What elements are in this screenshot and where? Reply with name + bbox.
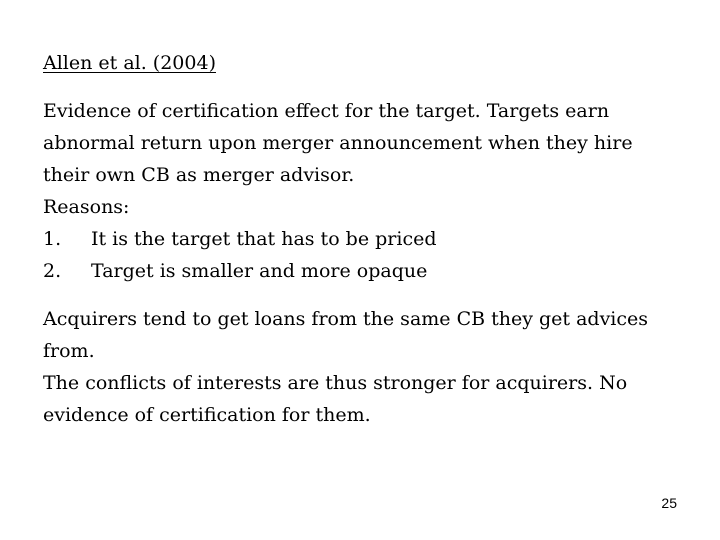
list-item-number: 2. [43, 260, 62, 282]
reasons-list [43, 223, 693, 287]
text-line: abnormal return upon merger announcement when they hire [43, 132, 633, 154]
paragraph-acquirers-loans [43, 303, 693, 367]
list-item-text: It is the target that has to be priced [91, 228, 437, 250]
page-number: 25 [661, 495, 677, 511]
list-item [43, 255, 693, 287]
list-item-text: Target is smaller and more opaque [91, 260, 428, 282]
paragraph-certification-target [43, 95, 693, 191]
text-line: Acquirers tend to get loans from the same CB they get advices [43, 308, 649, 330]
list-item [43, 223, 693, 255]
list-item-number: 1. [43, 228, 62, 250]
text-line: evidence of certification for them. [43, 404, 371, 426]
text-line: Evidence of certification effect for the target. Targets earn [43, 100, 610, 122]
reasons-label: Reasons: [43, 196, 130, 218]
text-line: from. [43, 340, 95, 362]
text-line: The conflicts of interests are thus stronger for acquirers. No [43, 372, 628, 394]
text-line: their own CB as merger advisor. [43, 164, 355, 186]
paragraph-conflicts [43, 367, 693, 431]
slide-heading: Allen et al. (2004) [43, 52, 216, 74]
paragraph-spacer [43, 287, 693, 303]
slide-body [43, 47, 693, 431]
